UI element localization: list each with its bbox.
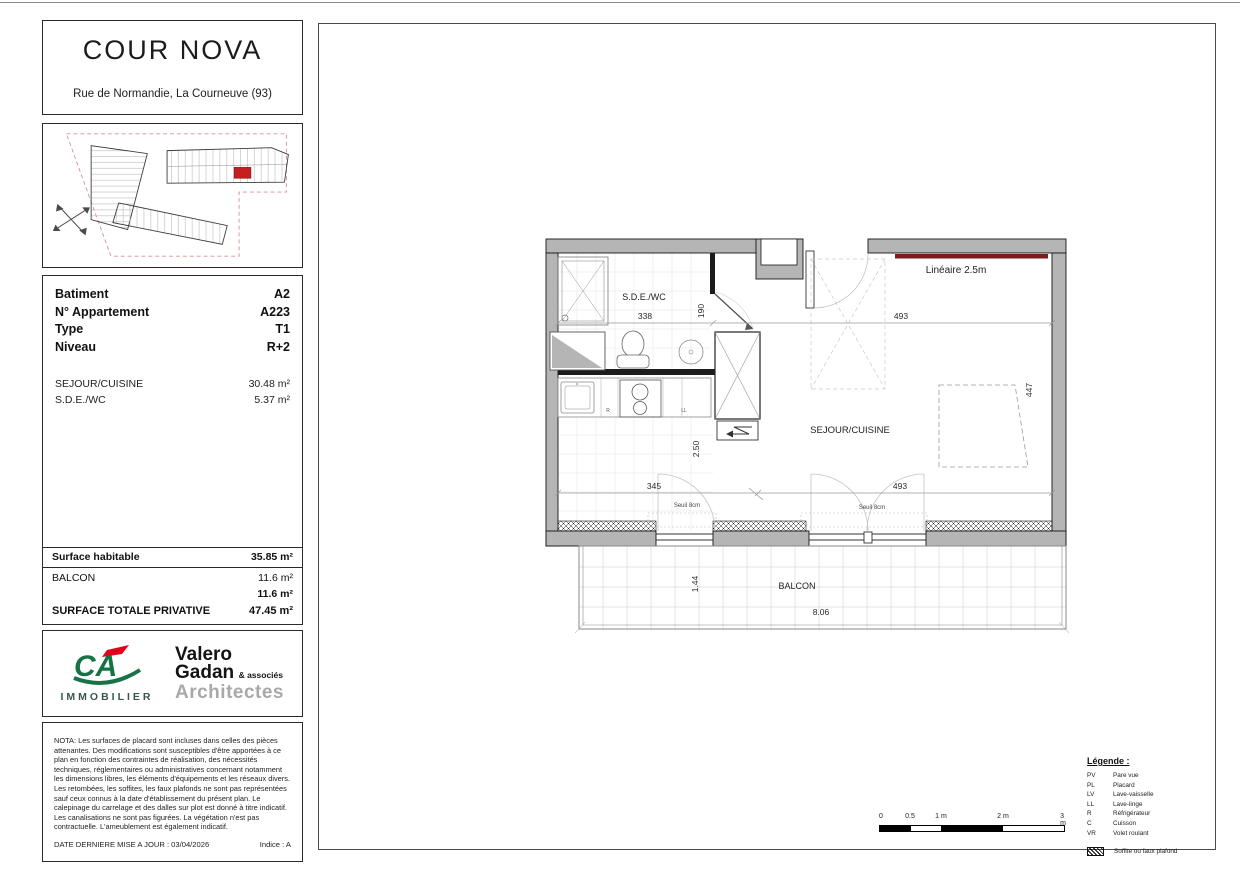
- info-row-batiment: [55, 286, 290, 304]
- legend-abbr: VR: [1087, 829, 1096, 837]
- balcon-subtotal-row: [43, 586, 302, 602]
- legend-abbr: C: [1087, 819, 1092, 827]
- toilet-icon: [617, 331, 649, 368]
- drawing-frame: [318, 23, 1216, 856]
- legend-row: [1087, 800, 1227, 810]
- surface-label: SURFACE TOTALE PRIVATIVE: [52, 605, 211, 617]
- dim-493-top: 493: [893, 311, 909, 321]
- surface-value: 11.6 m²: [258, 572, 293, 584]
- architect-associates: & associés: [238, 669, 283, 680]
- scale-bar-labels: [879, 813, 1066, 827]
- legend-label: Réfrigérateur: [1113, 810, 1151, 818]
- site-plan-box: [42, 123, 303, 268]
- area-value: 30.48 m²: [248, 378, 290, 390]
- surface-label: BALCON: [52, 572, 96, 584]
- legend-row: [1087, 771, 1227, 781]
- info-label: Niveau: [55, 339, 96, 354]
- legend-row: [1087, 819, 1227, 829]
- room-label-sejour: SEJOUR/CUISINE: [810, 425, 890, 436]
- nota-text: NOTA: Les surfaces de placard sont incluses dans celles des pièces attenantes. Des modifications sont susceptibles d'être apportées à ce plan en fonction des contraintes de réalisation, des nécessités techniques, réglementaires ou administratives concernant notamment les dimensions libres, les éléments d'équipements et les réseaux divers. Les retombées, les soffites, les faux plafonds ne sont pas représentées sauf ceux connus à la date d'établissement du présent plan. Le calepinage du carrelage et des dalles sur plot est donné à titre indicatif. Les canalisations ne sont pas figurées. La végétation n'est pas contractuelle. L'ameublement est également indicatif.: [54, 736, 290, 832]
- surface-totale-row: [43, 602, 302, 619]
- scale-tick: 0: [879, 813, 883, 820]
- bathroom-door: [715, 292, 753, 330]
- dim-250: 2.50: [691, 440, 701, 458]
- legend-label: Volet roulant: [1113, 829, 1149, 837]
- allege-hatch: [558, 521, 1052, 531]
- info-label: N° Appartement: [55, 304, 150, 319]
- building-south-wing: [113, 203, 227, 244]
- dim-338: 338: [637, 311, 653, 321]
- legend-hatch-row: [1087, 847, 1227, 856]
- room-areas: [55, 376, 290, 408]
- dim-345: 345: [646, 481, 662, 491]
- entry-recess: [761, 239, 797, 265]
- nota-footer: [54, 840, 291, 849]
- ca-immobilier-logo: [53, 645, 161, 703]
- project-address: Rue de Normandie, La Courneuve (93): [73, 88, 272, 100]
- room-label-sde: S.D.E./WC: [622, 292, 666, 302]
- lineaire-bar: [895, 254, 1048, 259]
- legend-abbr: LV: [1087, 791, 1095, 799]
- duct-shaft-icon: [550, 332, 605, 370]
- room-label-balcon: BALCON: [778, 581, 816, 591]
- area-row-sde: [55, 392, 290, 408]
- legend-label: Lave-vaisselle: [1113, 791, 1154, 799]
- legend-row: [1087, 829, 1227, 839]
- ca-immobilier-label: IMMOBILIER: [60, 690, 154, 703]
- last-update-date: DATE DERNIERE MISE A JOUR : 03/04/2026: [54, 840, 210, 849]
- scale-bar-strip: [879, 825, 1065, 832]
- legend-abbr: PL: [1087, 781, 1095, 789]
- ca-logo-icon: [64, 645, 150, 689]
- highlighted-unit: [234, 167, 251, 178]
- architect-title: Architectes: [175, 681, 284, 703]
- title-block: [42, 20, 303, 115]
- dim-493-bottom: 493: [892, 481, 908, 491]
- french-door: [809, 532, 926, 543]
- dim-190: 190: [696, 303, 706, 319]
- seuil-left-label: Seuil 8cm: [673, 503, 701, 509]
- page-top-rule: [0, 2, 1240, 3]
- info-value: R+2: [266, 339, 290, 354]
- balcon-row: [43, 568, 302, 586]
- area-row-sejour: [55, 376, 290, 392]
- legend-row: [1087, 790, 1227, 800]
- bed-dashed: [939, 385, 1028, 467]
- seuil-right-outline: [801, 513, 927, 527]
- legend-label: Lave-linge: [1113, 800, 1143, 808]
- nota-box: [42, 722, 303, 862]
- scale-bar: [879, 813, 1065, 832]
- info-value: A2: [274, 287, 290, 301]
- placard-icon: [715, 332, 760, 419]
- info-row-type: [55, 321, 290, 339]
- legend-abbr: R: [1087, 810, 1092, 818]
- project-title: COUR NOVA: [82, 35, 263, 65]
- architect-name-2: Gadan: [175, 661, 235, 683]
- compass-icon: [54, 205, 90, 235]
- legend-row: [1087, 781, 1227, 791]
- seuil-right-label: Seuil 8cm: [858, 505, 886, 511]
- legend-row: [1087, 809, 1227, 819]
- surface-habitable-row: [43, 548, 302, 568]
- legend-hatch-label: Soffite ou faux plafond: [1114, 848, 1178, 856]
- svg-text:CA: CA: [74, 649, 118, 683]
- info-label: Batiment: [55, 287, 109, 301]
- scale-tick: 2 m: [997, 813, 1009, 820]
- hatch-swatch-icon: [1087, 847, 1104, 856]
- area-value: 5.37 m²: [254, 394, 290, 406]
- architect-name-1: Valero: [175, 643, 233, 665]
- architect-logo: [175, 643, 284, 703]
- dim-144: 1.44: [690, 575, 700, 593]
- info-value: T1: [275, 322, 290, 336]
- entrance-door: [806, 251, 868, 308]
- scale-tick: 1 m: [935, 813, 947, 820]
- dim-806: 8.06: [812, 607, 830, 617]
- surface-value: 11.6 m²: [257, 588, 293, 600]
- legend-abbr: PV: [1087, 772, 1096, 779]
- window-left: [656, 534, 713, 540]
- legend-title: Légende :: [1087, 756, 1130, 766]
- area-label: S.D.E./WC: [55, 394, 106, 406]
- dim-447: 447: [1024, 382, 1034, 398]
- info-value: A223: [260, 304, 290, 319]
- fridge-label: R: [606, 408, 610, 414]
- info-row-appartement: [55, 304, 290, 322]
- surface-label: Surface habitable: [52, 551, 140, 563]
- area-label: SEJOUR/CUISINE: [55, 378, 144, 390]
- info-label: Type: [55, 322, 84, 336]
- surface-value: 47.45 m²: [248, 605, 293, 617]
- revision-indice: Indice : A: [259, 840, 291, 849]
- scale-tick: 0.5: [905, 813, 915, 820]
- legend: [1087, 756, 1227, 856]
- scale-tick: 3 m: [1060, 813, 1066, 827]
- surface-value: 35.85 m²: [250, 551, 293, 563]
- entry-arrow-icon: [717, 421, 758, 440]
- legend-label: Cuisson: [1113, 819, 1137, 827]
- logos-box: [42, 630, 303, 717]
- info-row-niveau: [55, 339, 290, 357]
- wardrobe-dashed: [811, 259, 885, 389]
- site-plan-map: [43, 124, 302, 267]
- lineaire-label: Linéaire 2.5m: [925, 265, 987, 276]
- surfaces-box: [42, 547, 303, 625]
- legend-label: Placard: [1113, 781, 1135, 789]
- washer-label: LL: [681, 408, 687, 414]
- legend-abbr: LL: [1087, 800, 1095, 808]
- legend-label: Pare vue: [1113, 772, 1139, 779]
- apartment-info-box: [42, 275, 303, 547]
- floor-plan-drawing: [319, 24, 1217, 851]
- balcony: [575, 546, 1069, 633]
